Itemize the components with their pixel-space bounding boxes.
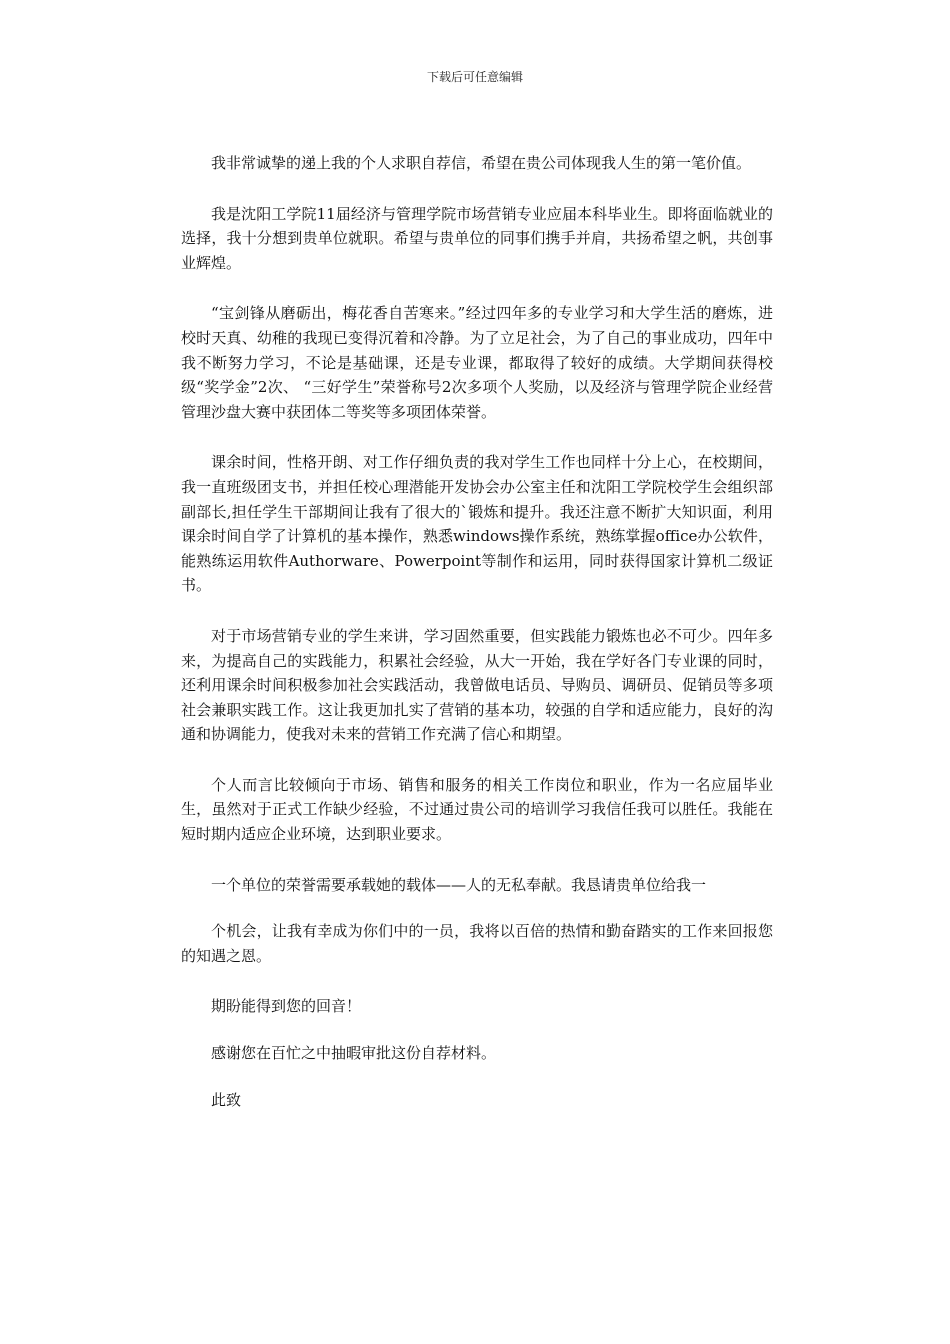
paragraph-request-continued: 个机会，让我有幸成为你们中的一员，我将以百倍的热情和勤奋踏实的工作来回报您的知遇之恩。	[181, 922, 773, 965]
paragraph-intro: 我非常诚挚的递上我的个人求职自荐信，希望在贵公司体现我人生的第一笔价值。	[211, 154, 752, 172]
paragraph-activities: 课余时间，性格开朗、对工作仔细负责的我对学生工作也同样十分上心，在校期间，我一直班级团支书，并担任校心理潜能开发协会办公室主任和沈阳工学院校学生会组织部副部长,担任学生干部期间让我有了很大的`锻炼和提升。我还注意不断扩大知识面，利用课余时间自学了计算机的基本操作，熟悉windows操作系统，熟练掌握office办公软件，能熟练运用软件Authorware、Powerpoint等制作和运用，同时获得国家计算机二级证书。	[181, 453, 773, 595]
paragraph-background: 我是沈阳工学院11届经济与管理学院市场营销专业应届本科毕业生。即将面临就业的选择，我十分想到贵单位就职。希望与贵单位的同事们携手并肩，共扬希望之帆，共创事业辉煌。	[181, 204, 773, 272]
paragraph-achievements: “宝剑锋从磨砺出，梅花香自苦寒来。”经过四年多的专业学习和大学生活的磨炼，进校时天真、幼稚的我现已变得沉着和冷静。为了立足社会，为了自己的事业成功，四年中我不断努力学习，不论是基础课，还是专业课，都取得了较好的成绩。大学期间获得校级“奖学金”2次、 “三好学生”荣誉称号2次多项个人奖励，以及经济与管理学院企业经营管理沙盘大赛中获团体二等奖等多项团体荣誉。	[181, 304, 773, 421]
paragraph-hope: 期盼能得到您的回音！	[211, 997, 362, 1016]
letter-body	[181, 151, 773, 1134]
page-header: 下载后可任意编辑	[426, 70, 523, 84]
paragraph-request: 一个单位的荣誉需要承载她的载体——人的无私奉献。我恳请贵单位给我一	[211, 875, 707, 894]
paragraph-thanks: 感谢您在百忙之中抽暇审批这份自荐材料。	[211, 1044, 497, 1063]
paragraph-career: 个人而言比较倾向于市场、销售和服务的相关工作岗位和职业，作为一名应届毕业生，虽然对于正式工作缺少经验，不过通过贵公司的培训学习我信任我可以胜任。我能在短时期内适应企业环境，达到职业要求。	[181, 775, 773, 844]
paragraph-closing: 此致	[211, 1090, 242, 1109]
paragraph-practice: 对于市场营销专业的学生来讲，学习固然重要，但实践能力锻炼也必不可少。四年多来，为提高自己的实践能力，积累社会经验，从大一开始，我在学好各门专业课的同时，还利用课余时间积极参加社会实践活动，我曾做电话员、导购员、调研员、促销员等多项社会兼职实践工作。这让我更加扎实了营销的基本功，较强的自学和适应能力，良好的沟通和协调能力，使我对未来的营销工作充满了信心和期望。	[181, 626, 773, 744]
